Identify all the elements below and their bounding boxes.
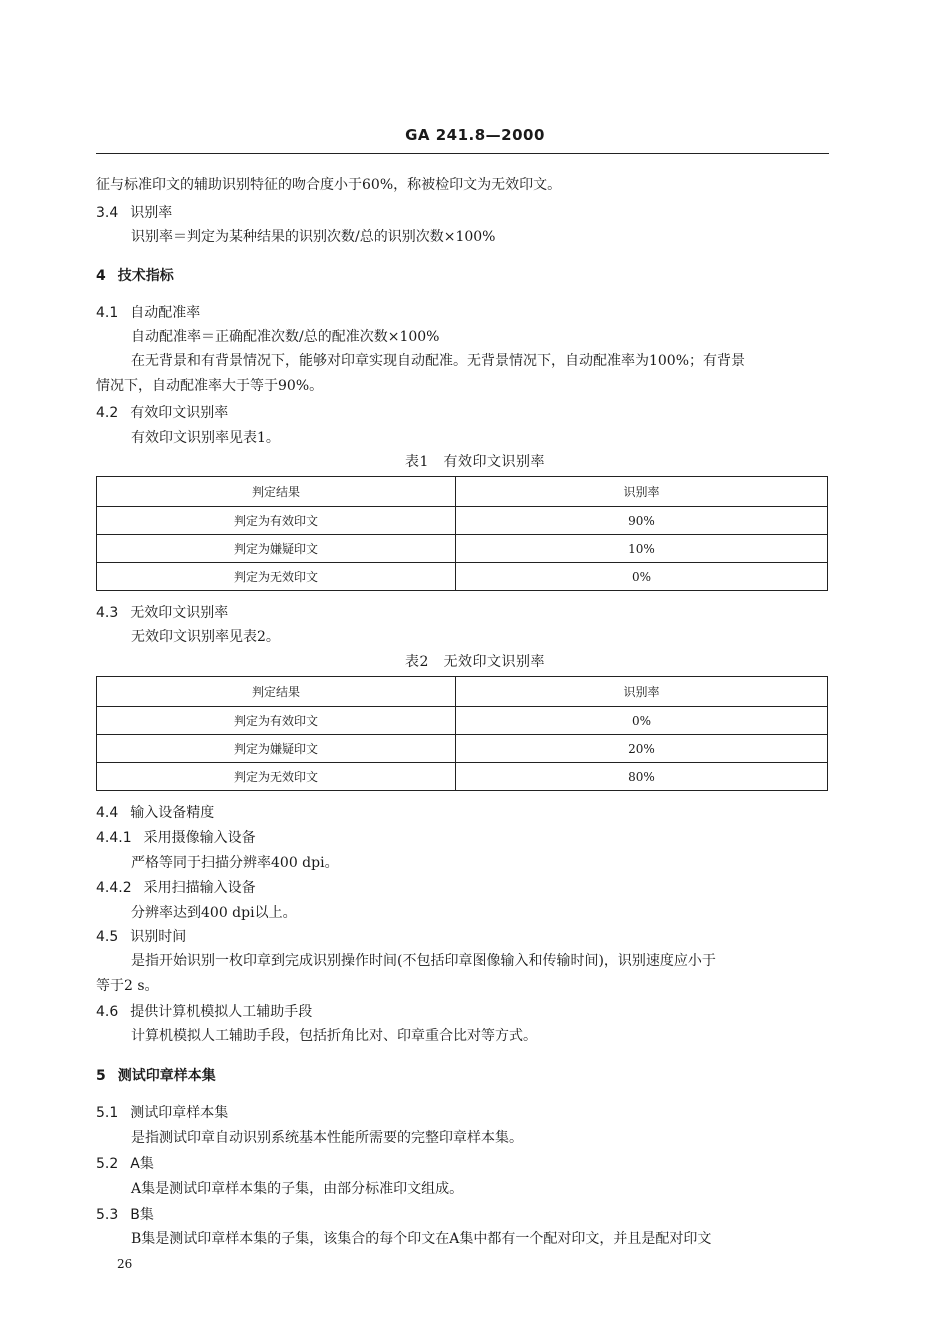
recognition-rate-formula: 识别率＝判定为某种结果的识别次数/总的识别次数×100% xyxy=(131,229,496,245)
rate-cell: 80% xyxy=(456,763,828,791)
set-b-text: B集是测试印章样本集的子集，该集合的每个印文在A集中都有一个配对印文，并且是配对印文 xyxy=(131,1231,712,1247)
clause-5-2 xyxy=(96,1153,154,1173)
clause-4-4 xyxy=(96,802,214,822)
intro-line: 征与标准印文的辅助识别特征的吻合度小于60%，称被检印文为无效印文。 xyxy=(96,177,562,193)
clause-number: 4.4.1 xyxy=(96,830,132,846)
clause-4-1 xyxy=(96,302,200,322)
clause-number: 4.6 xyxy=(96,1004,119,1020)
table1 xyxy=(96,476,828,591)
table1-reference: 有效印文识别率见表1。 xyxy=(131,430,280,446)
header-cell: 判定结果 xyxy=(97,677,456,707)
clause-title: B集 xyxy=(130,1207,154,1223)
table-row xyxy=(97,707,828,735)
section-number: 5 xyxy=(96,1068,106,1084)
clause-title: 提供计算机模拟人工辅助手段 xyxy=(130,1004,313,1020)
section-5-heading xyxy=(96,1065,216,1085)
result-cell: 判定为无效印文 xyxy=(97,563,456,591)
table1-caption: 表1 有效印文识别率 xyxy=(405,454,545,470)
result-cell: 判定为有效印文 xyxy=(97,707,456,735)
clause-4-3 xyxy=(96,602,228,622)
clause-4-4-1 xyxy=(96,827,256,847)
clause-title: 识别率 xyxy=(130,205,173,221)
clause-4-5 xyxy=(96,926,186,946)
clause-3-4 xyxy=(96,202,172,222)
clause-title: 自动配准率 xyxy=(130,305,201,321)
table-header-row xyxy=(97,677,828,707)
auto-registration-para-line1: 在无背景和有背景情况下，能够对印章实现自动配准。无背景情况下，自动配准率为100%；有背景 xyxy=(131,353,746,369)
clause-number: 4.1 xyxy=(96,305,119,321)
clause-title: 采用摄像输入设备 xyxy=(143,830,256,846)
clause-title: 无效印文识别率 xyxy=(130,605,229,621)
header-rule xyxy=(96,153,829,154)
clause-number: 4.5 xyxy=(96,929,119,945)
table2 xyxy=(96,676,828,791)
clause-title: A集 xyxy=(130,1156,154,1172)
table-row xyxy=(97,763,828,791)
clause-number: 5.2 xyxy=(96,1156,119,1172)
clause-number: 4.4 xyxy=(96,805,119,821)
rate-cell: 90% xyxy=(456,507,828,535)
clause-5-1 xyxy=(96,1102,228,1122)
table-row xyxy=(97,535,828,563)
page-number: 26 xyxy=(117,1257,133,1271)
section-number: 4 xyxy=(96,268,106,284)
standard-code: GA 241.8—2000 xyxy=(405,126,545,144)
clause-title: 输入设备精度 xyxy=(130,805,215,821)
clause-title: 识别时间 xyxy=(130,929,187,945)
section-title: 测试印章样本集 xyxy=(117,1068,216,1084)
table-row xyxy=(97,735,828,763)
clause-number: 5.3 xyxy=(96,1207,119,1223)
rate-cell: 20% xyxy=(456,735,828,763)
clause-number: 3.4 xyxy=(96,205,119,221)
recognition-time-line2: 等于2 s。 xyxy=(96,978,159,994)
table2-caption: 表2 无效印文识别率 xyxy=(405,654,545,670)
clause-title: 有效印文识别率 xyxy=(130,405,229,421)
section-4-heading xyxy=(96,265,174,285)
clause-title: 测试印章样本集 xyxy=(130,1105,229,1121)
clause-number: 4.3 xyxy=(96,605,119,621)
result-cell: 判定为有效印文 xyxy=(97,507,456,535)
section-title: 技术指标 xyxy=(117,268,174,284)
clause-number: 5.1 xyxy=(96,1105,119,1121)
auto-registration-para-line2: 情况下，自动配准率大于等于90%。 xyxy=(96,378,324,394)
sample-set-text: 是指测试印章自动识别系统基本性能所需要的完整印章样本集。 xyxy=(131,1130,523,1146)
table-row xyxy=(97,563,828,591)
table-row xyxy=(97,507,828,535)
table2-reference: 无效印文识别率见表2。 xyxy=(131,629,280,645)
rate-cell: 0% xyxy=(456,707,828,735)
clause-number: 4.4.2 xyxy=(96,880,132,896)
rate-cell: 0% xyxy=(456,563,828,591)
result-cell: 判定为嫌疑印文 xyxy=(97,735,456,763)
clause-5-3 xyxy=(96,1204,154,1224)
header-cell: 判定结果 xyxy=(97,477,456,507)
scanner-device-text: 分辨率达到400 dpi以上。 xyxy=(131,905,297,921)
header-cell: 识别率 xyxy=(456,477,828,507)
set-a-text: A集是测试印章样本集的子集，由部分标准印文组成。 xyxy=(131,1181,464,1197)
auto-registration-formula: 自动配准率＝正确配准次数/总的配准次数×100% xyxy=(131,329,440,345)
header-cell: 识别率 xyxy=(456,677,828,707)
rate-cell: 10% xyxy=(456,535,828,563)
table-header-row xyxy=(97,477,828,507)
auxiliary-means-text: 计算机模拟人工辅助手段，包括折角比对、印章重合比对等方式。 xyxy=(131,1028,537,1044)
clause-title: 采用扫描输入设备 xyxy=(143,880,256,896)
recognition-time-line1: 是指开始识别一枚印章到完成识别操作时间(不包括印章图像输入和传输时间)，识别速度应小于 xyxy=(131,953,716,969)
result-cell: 判定为嫌疑印文 xyxy=(97,535,456,563)
clause-4-4-2 xyxy=(96,877,256,897)
clause-4-6 xyxy=(96,1001,312,1021)
camera-device-text: 严格等同于扫描分辨率400 dpi。 xyxy=(131,855,339,871)
result-cell: 判定为无效印文 xyxy=(97,763,456,791)
clause-4-2 xyxy=(96,402,228,422)
clause-number: 4.2 xyxy=(96,405,119,421)
